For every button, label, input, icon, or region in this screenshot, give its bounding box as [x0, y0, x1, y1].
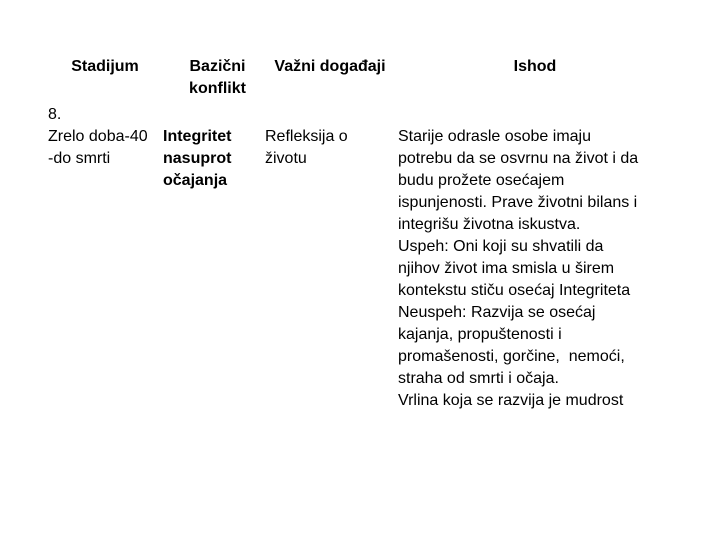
cell-ishod: Starije odrasle osobe imaju potrebu da se osvrnu na život i da budu prožete osećajem ispunjenosti. Prave životni bilans i integrišu životna iskustva. Uspeh: Oni koji su shvatili da njihov život ima smisla u širem kontekstu stiču osećaj Integriteta Neuspeh: Razvija se osećaj kajanja, propuštenosti i promašenosti, gorčine, nemoći, straha od smrti i očaja. Vrlina koja se razvija je mudrost	[398, 128, 639, 409]
cell-vazni-dogadjaji: Refleksija o životu	[265, 128, 348, 167]
header-ishod: Ishod	[513, 58, 557, 75]
header-bazicni-konflikt: Bazični konflikt	[189, 58, 246, 97]
cell-stadijum: 8. Zrelo doba-40 -do smrti	[48, 106, 148, 167]
cell-bazicni-konflikt: Integritet nasuprot očajanja	[163, 128, 232, 189]
header-stadijum: Stadijum	[71, 58, 139, 75]
header-vazni-dogadjaji: Važni događaji	[274, 58, 386, 75]
